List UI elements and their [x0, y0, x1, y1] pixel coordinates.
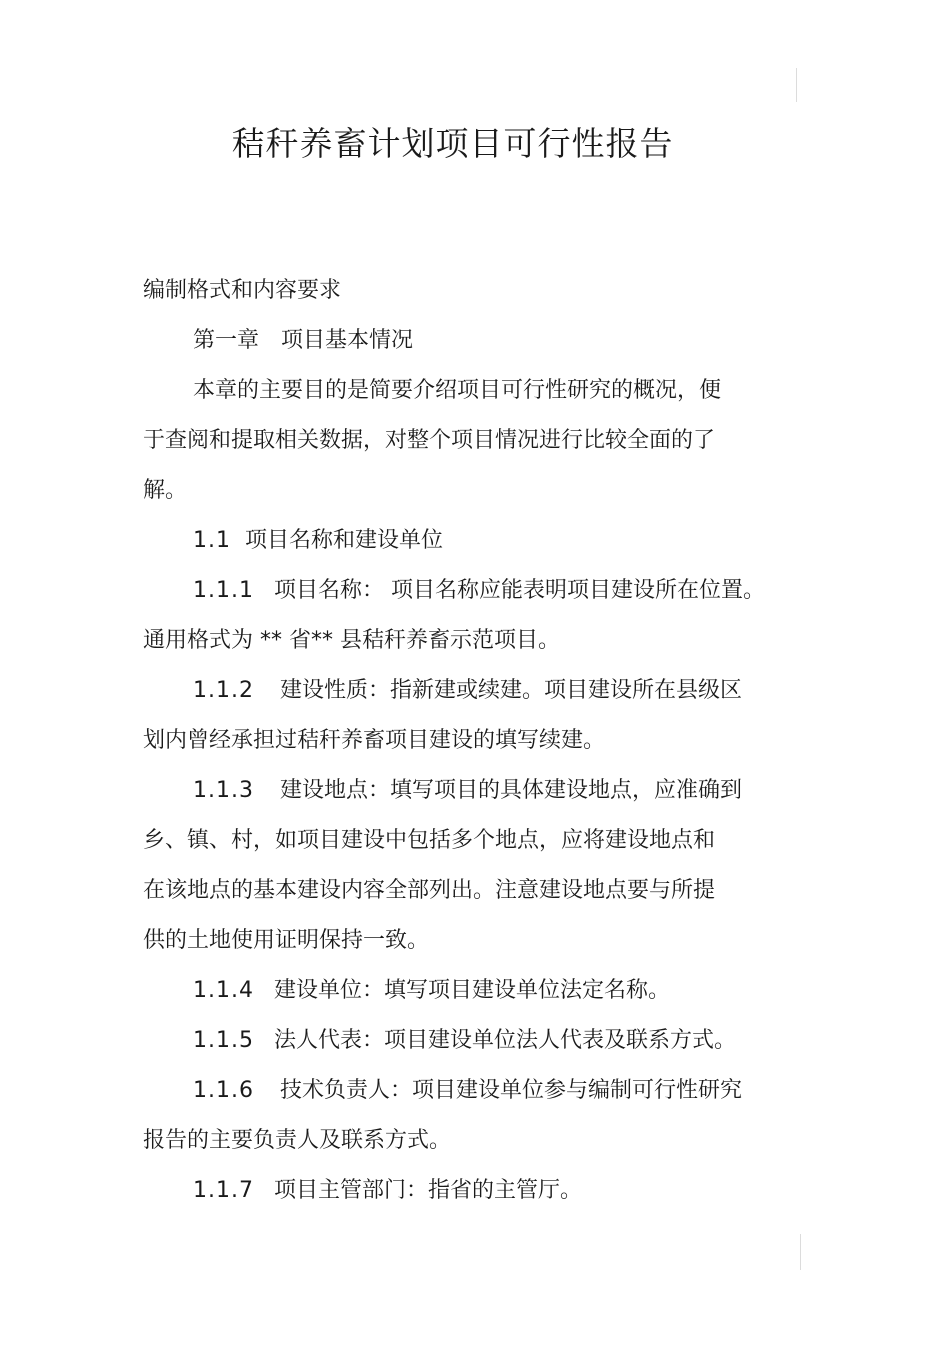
document-title: 秸秆养畜计划项目可行性报告 [231, 124, 674, 163]
line-text: 于查阅和提取相关数据，对整个项目情况进行比较全面的了 [143, 428, 716, 453]
line-text: 在该地点的基本建设内容全部列出。注意建设地点要与所提 [143, 878, 716, 903]
paragraph-line [143, 625, 560, 657]
line-text: 供的土地使用证明保持一致。 [143, 928, 430, 953]
line-text: 建设性质：指新建或续建。项目建设所在县级区 [279, 678, 742, 703]
item-line [193, 1075, 742, 1107]
subsection-heading [193, 525, 443, 557]
line-text: 项目名称和建设单位 [245, 528, 444, 553]
line-text: 乡、镇、村，如项目建设中包括多个地点，应将建设地点和 [143, 828, 716, 853]
paragraph-line [143, 475, 187, 507]
item-number: 1.1.4 [193, 978, 254, 1003]
item-line [193, 1025, 736, 1057]
paragraph-line [143, 1125, 451, 1157]
paragraph-line [193, 375, 721, 407]
paragraph-line [143, 825, 715, 857]
line-text: 编制格式和内容要求 [143, 278, 342, 303]
page-edge-mark-bottom [800, 1234, 801, 1270]
paragraph-line [143, 925, 429, 957]
paragraph-line [143, 425, 715, 457]
line-text: 技术负责人：项目建设单位参与编制可行性研究 [279, 1078, 742, 1103]
line-text: 建设地点：填写项目的具体建设地点，应准确到 [279, 778, 742, 803]
item-line [193, 1175, 582, 1207]
line-text: 建设单位：填写项目建设单位法定名称。 [273, 978, 670, 1003]
item-number: 1.1.3 [193, 778, 254, 803]
item-line [193, 975, 670, 1007]
line-text: 划内曾经承担过秸秆养畜项目建设的填写续建。 [143, 728, 606, 753]
item-line [193, 675, 742, 707]
item-line [193, 775, 742, 807]
line-text: 项目主管部门：指省的主管厅。 [273, 1178, 582, 1203]
item-number: 1.1.5 [193, 1028, 254, 1053]
line-text: 本章的主要目的是简要介绍项目可行性研究的概况，便 [193, 378, 722, 403]
paragraph-line [143, 725, 605, 757]
paragraph-line [143, 875, 715, 907]
line-text: 解。 [143, 478, 188, 503]
page-edge-mark-top [796, 68, 797, 102]
item-line [193, 575, 765, 607]
line-text: 第一章 项目基本情况 [193, 328, 414, 353]
item-number: 1.1.6 [193, 1078, 254, 1103]
item-number: 1.1.2 [193, 678, 254, 703]
line-text: 法人代表：项目建设单位法人代表及联系方式。 [273, 1028, 736, 1053]
item-number: 1.1.1 [193, 578, 254, 603]
line-text: 报告的主要负责人及联系方式。 [143, 1128, 452, 1153]
section-number: 1.1 [193, 528, 231, 553]
section-heading [143, 275, 341, 307]
chapter-heading [193, 325, 413, 357]
line-text: 通用格式为 ** 省** 县秸秆养畜示范项目。 [143, 628, 560, 653]
line-text: 项目名称： 项目名称应能表明项目建设所在位置。 [273, 578, 765, 603]
item-number: 1.1.7 [193, 1178, 254, 1203]
